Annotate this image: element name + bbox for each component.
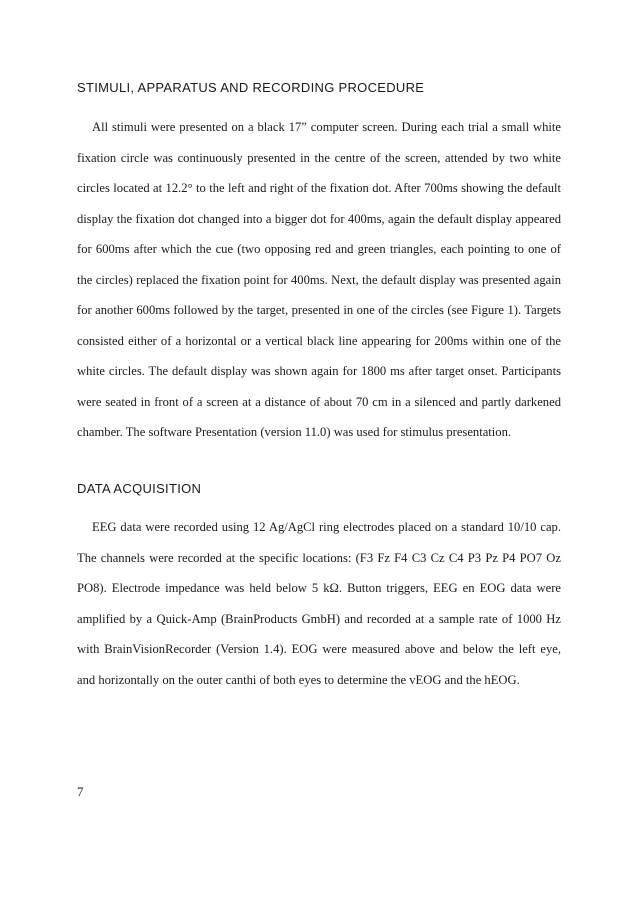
paragraph-data-acquisition: EEG data were recorded using 12 Ag/AgCl ring electrodes placed on a standard 10/10 cap. The channels were recorded at the specific locations: (F3 Fz F4 C3 Cz C4 P3 Pz P4 PO7 Oz PO8). Electrode impedance was held below 5 kΩ. Button triggers, EEG en EOG data were amplified by a Quick-Amp (BrainProducts GmbH) and recorded at a sample rate of 1000 Hz with BrainVisionRecorder (Version 1.4). EOG were measured above and below the left eye, and horizontally on the outer canthi of both eyes to determine the vEOG and the hEOG. <box>77 520 561 687</box>
page-number: 7 <box>77 784 84 799</box>
section-heading-data-acquisition: DATA ACQUISITION <box>77 481 202 496</box>
paragraph-stimuli: All stimuli were presented on a black 17” computer screen. During each trial a small white fixation circle was continuously presented in the centre of the screen, attended by two white circles located at 12.2° to the left and right of the fixation dot. After 700ms showing the default display the fixation dot changed into a bigger dot for 400ms, again the default display appeared for 600ms after which the cue (two opposing red and green triangles, each pointing to one of the circles) replaced the fixation point for 400ms. Next, the default display was presented again for another 600ms followed by the target, presented in one of the circles (see Figure 1). Targets consisted either of a horizontal or a vertical black line appearing for 200ms within one of the white circles. The default display was shown again for 1800 ms after target onset. Participants were seated in front of a screen at a distance of about 70 cm in a silenced and partly darkened chamber. The software Presentation (version 11.0) was used for stimulus presentation. <box>77 120 561 439</box>
section-heading-stimuli: STIMULI, APPARATUS AND RECORDING PROCEDURE <box>77 80 425 95</box>
